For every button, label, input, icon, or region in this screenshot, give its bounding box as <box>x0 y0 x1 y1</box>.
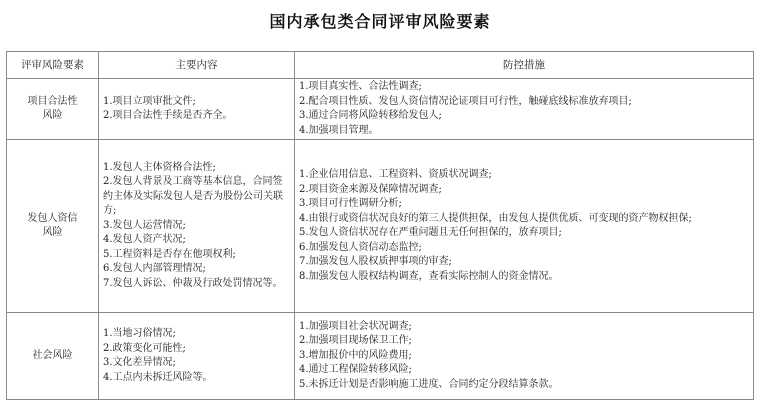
measure-item: 3.增加报价中的风险费用; <box>299 349 412 361</box>
content-item: 3.文化差异情况; <box>103 357 176 368</box>
content-item: 2.政策变化可能性; <box>103 342 186 354</box>
content-item: 6.发包人内部管理情况; <box>103 263 206 275</box>
table-header-row <box>7 52 754 79</box>
risk-category-label: 社会风险 <box>32 349 73 361</box>
risk-category-cell <box>7 140 99 313</box>
measure-item: 3.通过合同将风险转移给发包人; <box>299 110 442 121</box>
measures-cell <box>295 79 754 140</box>
risk-category-label: 项目合法性 <box>27 95 78 107</box>
measure-item: 3.项目可行性调研分析; <box>299 198 402 209</box>
measure-item: 4.加强项目管理。 <box>299 124 379 136</box>
content-item: 1.发包人主体资格合法性; <box>103 161 216 173</box>
measure-item: 4.由银行或资信状况良好的第三人提供担保，由发包人提供优质、可变现的资产物权担保; <box>299 212 692 224</box>
header-control-measures: 防控措施 <box>295 52 754 79</box>
measure-item: 5.发包人资信状况存在严重问题且无任何担保的，放弃项目; <box>299 227 562 238</box>
measure-item: 2.项目资金来源及保障情况调查; <box>299 183 442 195</box>
content-cell <box>99 79 295 140</box>
content-item: 2.发包人背景及工商等基本信息，合同签约主体及实际发包人是否为股份公司关联方; <box>103 176 283 217</box>
table-row <box>7 79 754 140</box>
content-item: 2.项目合法性手续是否齐全。 <box>103 110 233 121</box>
measure-item: 4.通过工程保险转移风险; <box>299 364 412 376</box>
content-item: 3.发包人运营情况; <box>103 219 186 231</box>
content-item: 4.发包人资产状况; <box>103 234 186 246</box>
measure-item: 2.加强项目现场保卫工作; <box>299 335 412 347</box>
content-cell <box>99 140 295 313</box>
content-item: 7.发包人诉讼、仲裁及行政处罚情况等。 <box>103 277 283 289</box>
content-item: 1.项目立项审批文件; <box>103 95 196 107</box>
risk-table <box>6 51 754 400</box>
measures-cell <box>295 140 754 313</box>
header-main-content: 主要内容 <box>99 52 295 79</box>
measure-item: 1.项目真实性、合法性调查; <box>299 81 422 92</box>
risk-category-label: 风险 <box>42 227 63 238</box>
risk-category-cell <box>7 313 99 400</box>
measure-item: 1.加强项目社会状况调查; <box>299 320 412 332</box>
content-item: 4.工点内未拆迁风险等。 <box>103 371 213 383</box>
content-cell <box>99 313 295 400</box>
table-row <box>7 313 754 400</box>
measures-cell <box>295 313 754 400</box>
content-item: 5.工程资料是否存在他项权利; <box>103 248 236 260</box>
page-title: 国内承包类合同评审风险要素 <box>269 12 491 31</box>
measure-item: 5.未拆迁计划是否影响施工进度、合同约定分段结算条款。 <box>299 378 559 390</box>
measure-item: 7.加强发包人股权质押事项的审查; <box>299 256 452 267</box>
risk-category-label: 发包人资信 <box>27 212 78 224</box>
table-row <box>7 140 754 313</box>
measure-item: 8.加强发包人股权结构调查，查看实际控制人的资金情况。 <box>299 270 559 282</box>
risk-category-cell <box>7 79 99 140</box>
measure-item: 2.配合项目性质、发包人资信情况论证项目可行性，触碰底线标准放弃项目; <box>299 95 632 107</box>
measure-item: 6.加强发包人资信动态监控; <box>299 241 422 253</box>
measure-item: 1.企业信用信息、工程资料、资质状况调查; <box>299 169 492 180</box>
header-risk-element: 评审风险要素 <box>7 52 99 79</box>
risk-category-label: 风险 <box>42 110 63 121</box>
content-item: 1.当地习俗情况; <box>103 328 176 339</box>
